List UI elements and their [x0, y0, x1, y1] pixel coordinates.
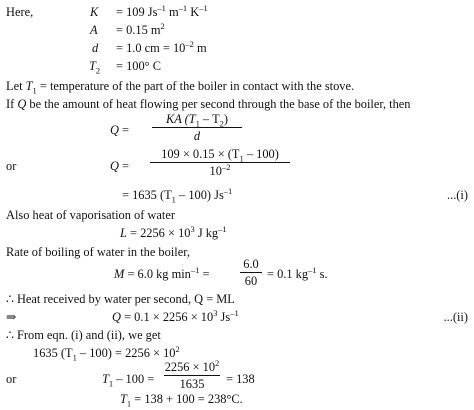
d-line: d = 1.0 cm = $10^{-2}$ m: [92, 38, 207, 55]
fraction-rate-num: 6.0: [243, 257, 259, 271]
or-label-2: or: [6, 372, 17, 386]
t2-line: $T_2$ = 100° C: [89, 59, 161, 76]
fraction-substituted-num: $109 \times 0.15 \times (T_1 - 100)$: [161, 147, 279, 164]
rate-text: Rate of boiling of water in the boiler,: [6, 245, 190, 259]
fraction-substituted-den: $10^{-2}$: [209, 162, 231, 179]
q-second-line: $Q = 0.1 \times 2256 \times 10^3$ $Js^{-1}$: [112, 307, 239, 324]
fraction-heat-flow: [152, 113, 242, 143]
fraction-heat-flow-num: KA $(T_1 - T_2)$: [165, 112, 229, 129]
q-lhs-2: Q =: [110, 159, 130, 173]
also-text: Also heat of vaporisation of water: [6, 208, 175, 222]
heat-received-text: ∴ Heat received by water per second, Q = ML: [6, 292, 235, 306]
fraction-substituted: [150, 148, 290, 178]
fraction-rate: [240, 258, 262, 288]
implies-symbol: ⇒: [6, 310, 17, 324]
m-line: M = 6.0 kg $\min^{-1}$ =: [114, 264, 210, 281]
or-label-1: or: [6, 159, 17, 173]
a-line: A = 0.15 $m^2$: [90, 20, 165, 37]
latent-heat-line: $L = 2256 \times 10^3$ J $kg^{-1}$: [120, 223, 227, 240]
t1-final-line: $T_1 = 138 + 100 = 238^\circ C$.: [120, 392, 243, 409]
from-eqn-text: ∴ From eqn. (i) and (ii), we get: [6, 328, 161, 342]
fraction-rate-den: 60: [244, 274, 258, 289]
here-label: Here,: [6, 5, 34, 19]
equate-line: 1635 $(T_1 - 100) = 2256 \times 10^2$: [33, 343, 180, 363]
q-lhs-1: Q =: [110, 123, 130, 137]
t1-minus-line: $T_1 - 100$ =: [102, 372, 155, 389]
k-line: K = 109 $Js^{-1}$ $m^{-1}$ $K^{-1}$: [90, 2, 208, 19]
eq-label-i: ...(i): [447, 188, 468, 202]
fraction-t1-num: $2256 \times 10^2$: [164, 357, 220, 374]
m-result: = 0.1 $kg^{-1}$ s.: [267, 264, 328, 281]
fraction-t1-den: 1635: [179, 377, 205, 392]
eq-label-ii: ...(ii): [443, 310, 468, 324]
let-t1-text: Let $T_1$ = temperature of the part of the boiler in contact with the stove.: [6, 79, 355, 96]
t1-result: = 138: [226, 372, 255, 386]
if-q-text: If Q be the amount of heat flowing per second through the base of the boiler, then: [6, 97, 411, 111]
fraction-t1: [164, 357, 220, 392]
fraction-heat-flow-den: d: [193, 129, 201, 144]
step-1635: = 1635 $(T_1 - 100)$ $Js^{-1}$: [122, 185, 233, 205]
